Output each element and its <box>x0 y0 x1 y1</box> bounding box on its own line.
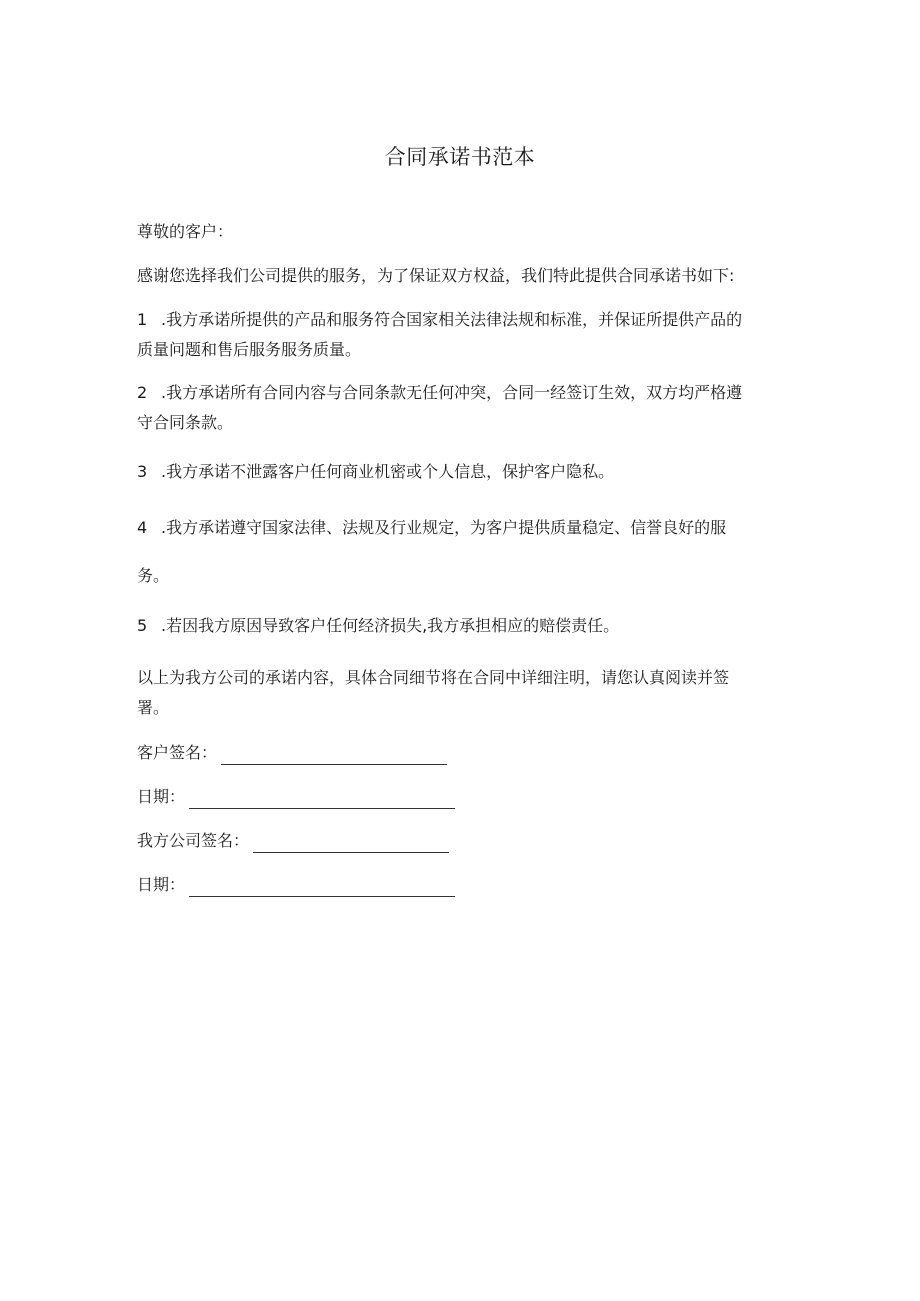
list-item <box>137 305 787 365</box>
customer-signature-field[interactable] <box>221 746 447 765</box>
item-text: .我方承诺遵守国家法律、法规及行业规定，为客户提供质量稳定、信誉良好的服 <box>161 518 727 537</box>
item-text-continued: 守合同条款。 <box>137 413 234 432</box>
salutation: 尊敬的客户： <box>137 222 234 241</box>
item-text: .我方承诺所提供的产品和服务符合国家相关法律法规和标准，并保证所提供产品的 <box>161 310 743 329</box>
list-item <box>137 513 787 591</box>
company-date-row <box>137 873 455 897</box>
item-number: 5 <box>137 616 148 635</box>
intro-paragraph: 感谢您选择我们公司提供的服务，为了保证双方权益，我们特此提供合同承诺书如下: <box>137 266 735 285</box>
item-text: .我方承诺所有合同内容与合同条款无任何冲突，合同一经签订生效，双方均严格遵 <box>161 383 743 402</box>
item-number: 2 <box>137 383 148 402</box>
customer-date-field[interactable] <box>189 790 455 809</box>
closing-paragraph <box>137 663 787 723</box>
item-text: .若因我方原因导致客户任何经济损失,我方承担相应的赔偿责任。 <box>161 616 620 635</box>
list-item <box>137 457 787 487</box>
company-signature-field[interactable] <box>253 834 449 853</box>
customer-date-row <box>137 785 455 809</box>
item-number: 3 <box>137 462 148 481</box>
list-item <box>137 378 787 438</box>
company-date-label: 日期： <box>137 875 186 894</box>
item-text-continued: 务。 <box>137 566 170 585</box>
closing-text: 以上为我方公司的承诺内容，具体合同细节将在合同中详细注明，请您认真阅读并签 <box>137 668 730 687</box>
item-text: .我方承诺不泄露客户任何商业机密或个人信息，保护客户隐私。 <box>161 462 615 481</box>
document-title: 合同承诺书范本 <box>384 145 536 169</box>
company-signature-label: 我方公司签名： <box>137 831 250 850</box>
company-date-field[interactable] <box>189 878 455 897</box>
customer-signature-row <box>137 741 447 765</box>
company-signature-row <box>137 829 449 853</box>
item-number: 1 <box>137 310 148 329</box>
item-number: 4 <box>137 518 148 537</box>
customer-signature-label: 客户签名： <box>137 743 218 762</box>
list-item <box>137 611 787 641</box>
closing-text-continued: 署。 <box>137 698 170 717</box>
customer-date-label: 日期： <box>137 787 186 806</box>
item-text-continued: 质量问题和售后服务服务质量。 <box>137 340 362 359</box>
